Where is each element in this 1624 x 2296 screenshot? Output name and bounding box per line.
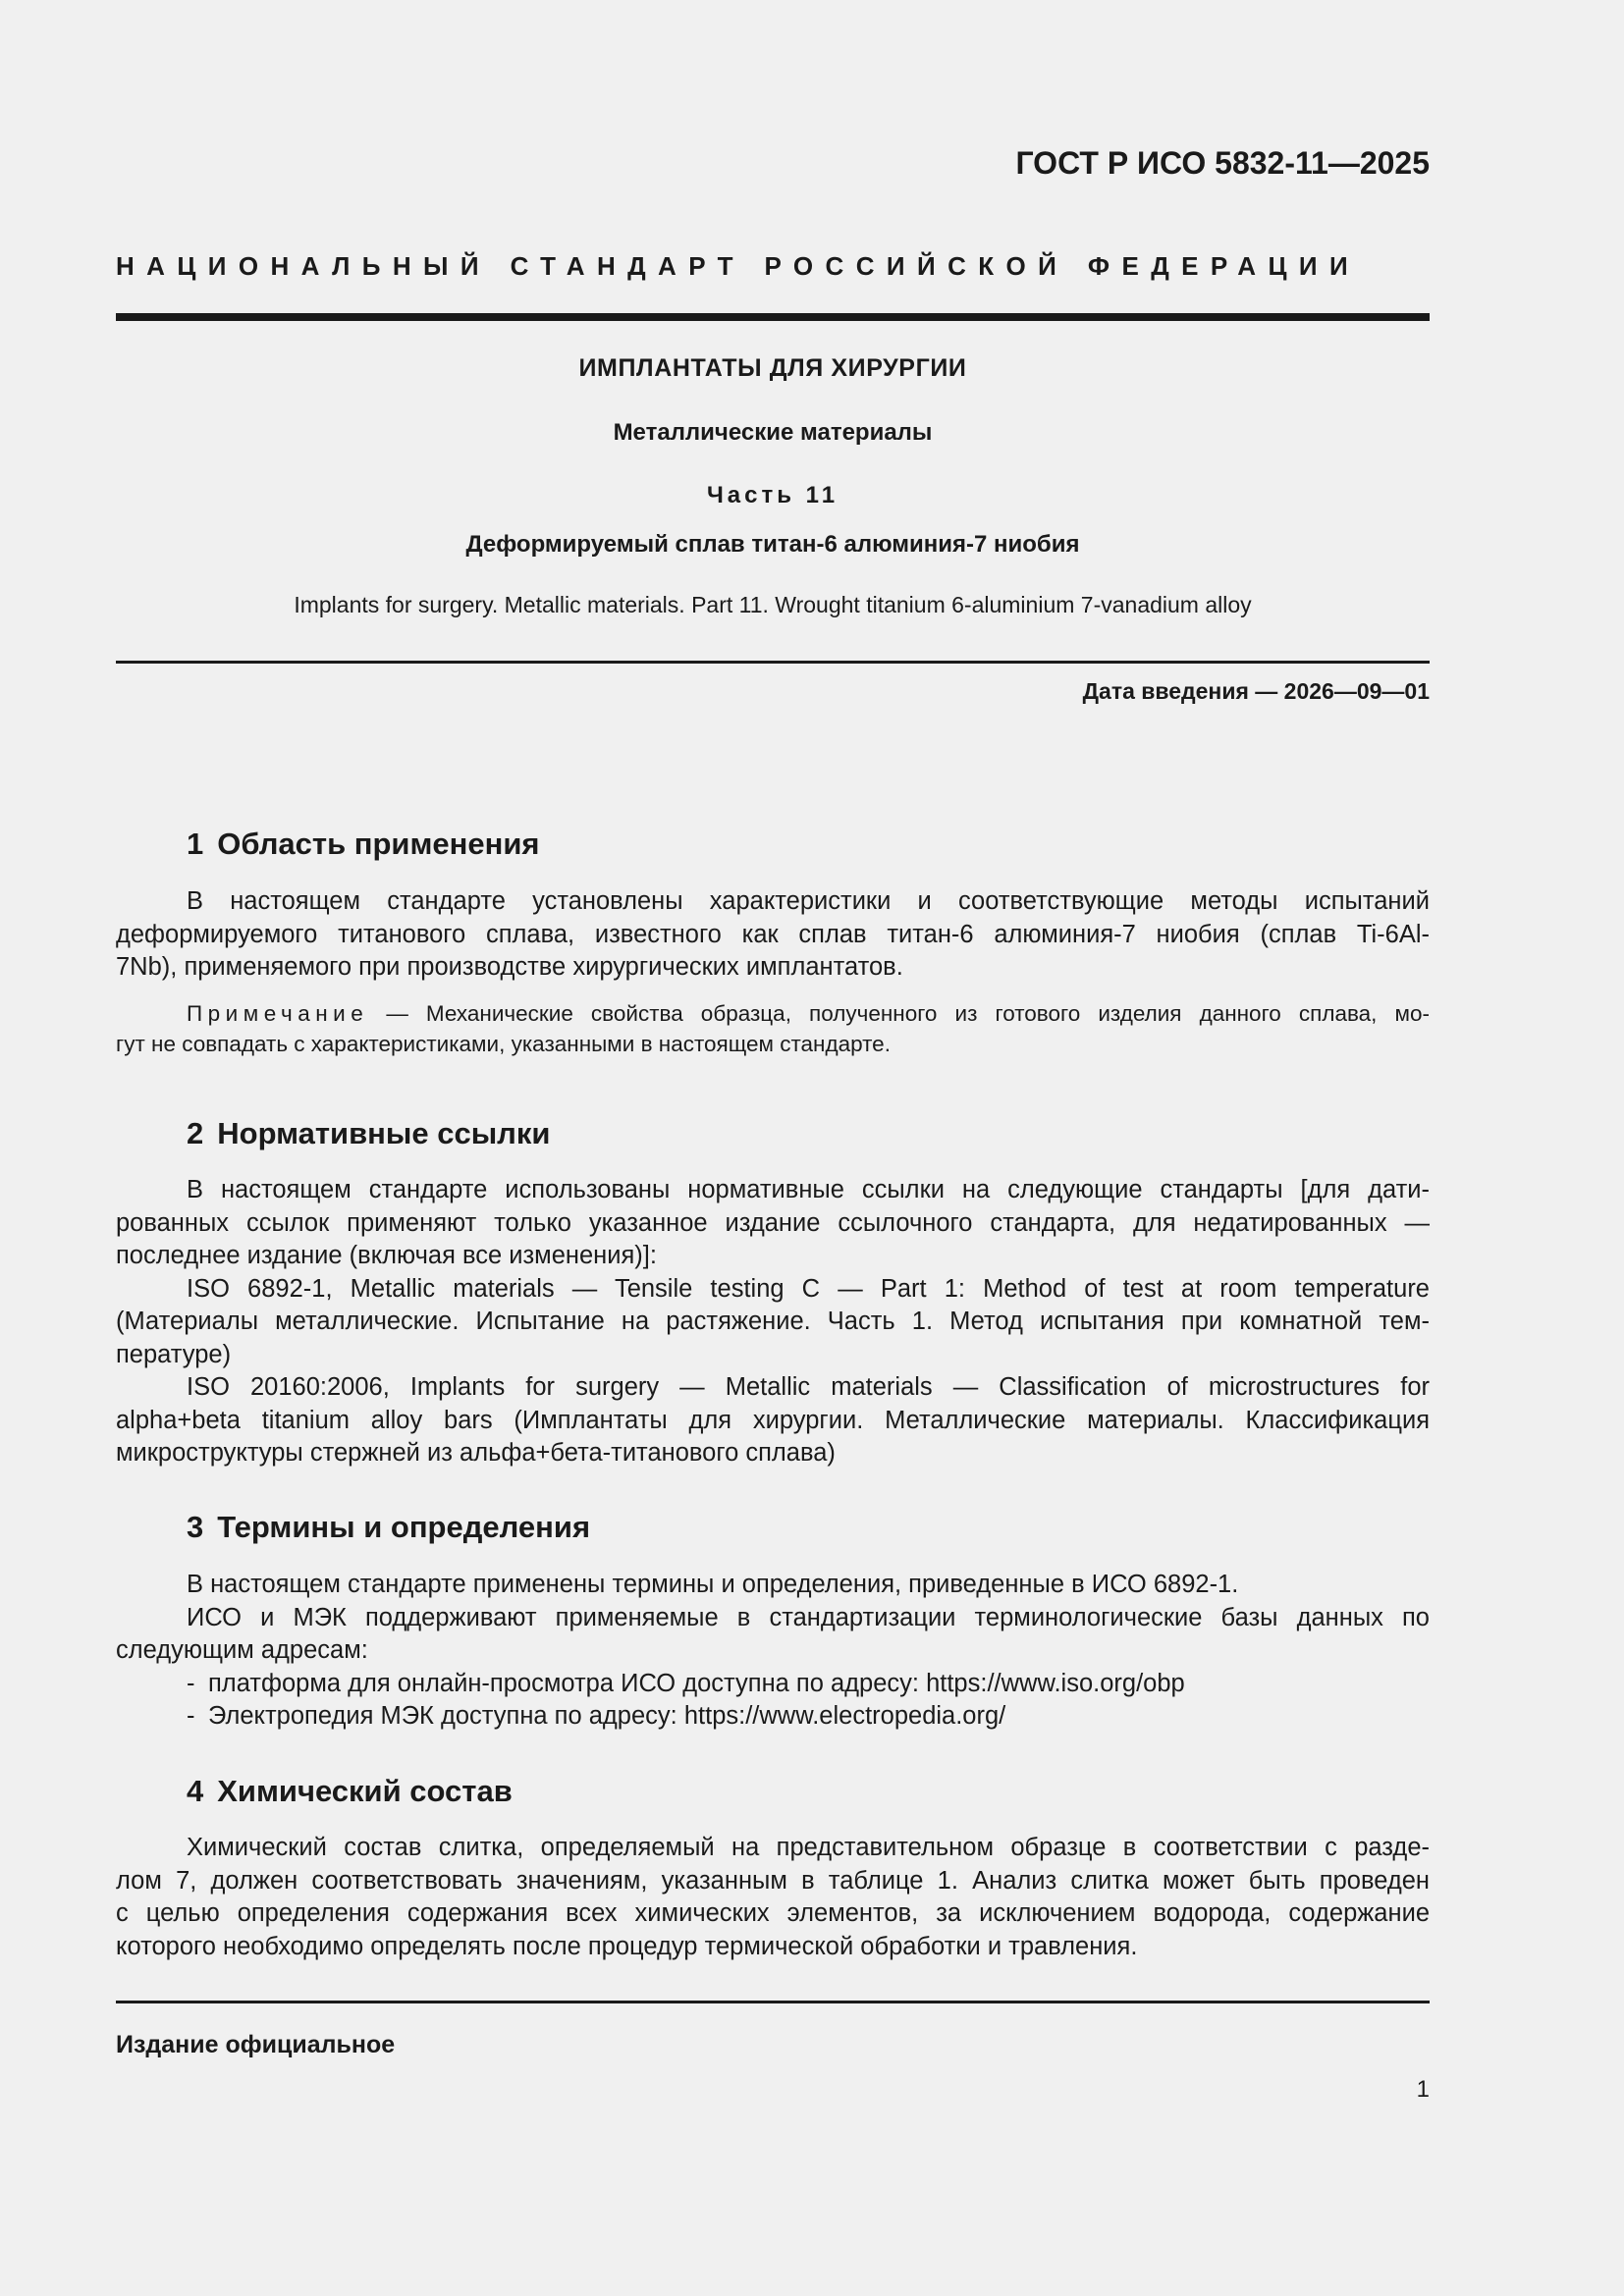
- note-label: Примечание: [187, 1001, 369, 1026]
- section-4-body: [116, 1832, 1430, 1963]
- section-title: Область применения: [217, 827, 540, 861]
- section-2-body: [116, 1174, 1430, 1470]
- section-heading-2: [187, 1116, 550, 1151]
- title-alloy: Деформируемый сплав титан-6 алюминия-7 ниобия: [465, 531, 1080, 558]
- text-line: В настоящем стандарте применены термины и определения, приведенные в ИСО 6892-1.: [187, 1571, 1239, 1598]
- title-part: Часть 11: [706, 482, 839, 508]
- section-number: 4: [187, 1774, 204, 1808]
- section-heading-3: [187, 1510, 590, 1545]
- text-line: ИСО и МЭК поддерживают применяемые в стандартизации терминологические базы данных по: [187, 1603, 1430, 1631]
- text-line: В настоящем стандарте установлены характеристики и соответствующие методы испытаний: [187, 887, 1430, 915]
- reference-line: (Материалы металлические. Испытание на растяжение. Часть 1. Метод испытания при комнатной тем-: [116, 1308, 1430, 1335]
- section-number: 1: [187, 827, 204, 861]
- text-line: В настоящем стандарте использованы нормативные ссылки на следующие стандарты [для дати-: [187, 1176, 1430, 1203]
- bullet-dash: -: [187, 1702, 195, 1730]
- section-number: 2: [187, 1116, 204, 1150]
- section-3-body: [116, 1569, 1430, 1734]
- section-heading-4: [187, 1774, 513, 1809]
- text-line: следующим адресам:: [116, 1636, 368, 1664]
- text-line: 7Nb), применяемого при производстве хирургических имплантатов.: [116, 953, 903, 981]
- bullet-text: Электропедия МЭК доступна по адресу: https://www.electropedia.org/: [208, 1702, 1006, 1730]
- section-heading-1: [187, 827, 540, 862]
- text-line: лом 7, должен соответствовать значениям, указанным в таблице 1. Анализ слитка может быть проведен: [116, 1866, 1430, 1895]
- title-rule: [116, 661, 1430, 664]
- reference-line: ISO 20160:2006, Implants for surgery — Metallic materials — Classification of microstructures for: [187, 1373, 1430, 1401]
- note-text: — Механические свойства образца, полученного из готового изделия данного сплава, мо-: [368, 1001, 1430, 1026]
- title-english: Implants for surgery. Metallic materials. Part 11. Wrought titanium 6-aluminium 7-vanadium alloy: [294, 592, 1252, 617]
- bullet-item: [116, 1668, 1430, 1701]
- page-number: 1: [1416, 2076, 1430, 2103]
- bullet-dash: -: [187, 1669, 195, 1697]
- text-line: рованных ссылок применяют только указанное издание ссылочного стандарта, для недатированных —: [116, 1208, 1430, 1237]
- text-line: последнее издание (включая все изменения)]:: [116, 1242, 657, 1269]
- official-edition-label: Издание официальное: [116, 2031, 396, 2058]
- note-line: [116, 998, 1430, 1029]
- reference-line: пературе): [116, 1340, 232, 1368]
- reference-line: микроструктуры стержней из альфа+бета-титанового сплава): [116, 1439, 836, 1467]
- intro-date: Дата введения — 2026—09—01: [1082, 678, 1430, 704]
- title-sub: Металлические материалы: [613, 419, 933, 446]
- bullet-text: платформа для онлайн-просмотра ИСО доступна по адресу: https://www.iso.org/obp: [208, 1669, 1185, 1697]
- reference-line: alpha+beta titanium alloy bars (Имплантаты для хирургии. Металлические материалы. Классификация: [116, 1406, 1430, 1434]
- text-line: Химический состав слитка, определяемый на представительном образце в соответствии с разде-: [187, 1834, 1430, 1861]
- text-line: деформируемого титанового сплава, известного как сплав титан-6 алюминия-7 ниобия (сплав Ti-6Al-: [116, 920, 1430, 948]
- section-number: 3: [187, 1510, 204, 1544]
- text-line: которого необходимо определять после процедур термической обработки и травления.: [116, 1932, 1138, 1960]
- note-line: гут не совпадать с характеристиками, указанными в настоящем стандарте.: [116, 1032, 891, 1056]
- bullet-item: [116, 1700, 1430, 1734]
- section-1-note: [116, 998, 1430, 1059]
- national-standard-banner: НАЦИОНАЛЬНЫЙ СТАНДАРТ РОССИЙСКОЙ ФЕДЕРАЦИИ: [116, 251, 1361, 281]
- document-code: ГОСТ Р ИСО 5832-11—2025: [1015, 145, 1430, 181]
- text-line: с целью определения содержания всех химических элементов, за исключением водорода, содержание: [116, 1899, 1430, 1927]
- header-rule: [116, 313, 1430, 321]
- reference-line: ISO 6892-1, Metallic materials — Tensile testing C — Part 1: Method of test at room temperature: [187, 1274, 1430, 1303]
- title-main: ИМПЛАНТАТЫ ДЛЯ ХИРУРГИИ: [578, 354, 967, 382]
- section-1-body: [116, 885, 1430, 985]
- section-title: Термины и определения: [217, 1510, 591, 1544]
- section-title: Нормативные ссылки: [217, 1116, 551, 1150]
- footer-rule: [116, 2001, 1430, 2003]
- section-title: Химический состав: [217, 1774, 513, 1808]
